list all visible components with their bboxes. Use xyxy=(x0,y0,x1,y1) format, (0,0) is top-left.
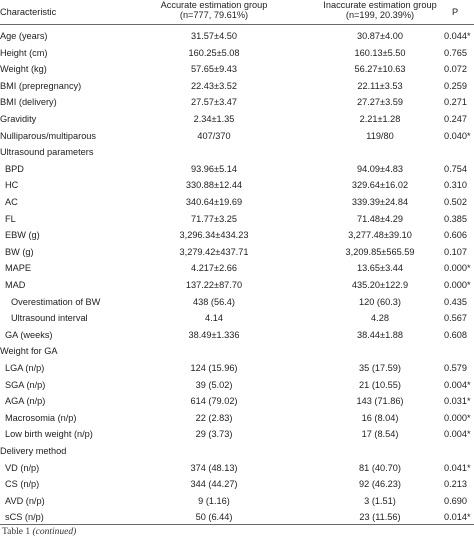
row-inaccurate-value: 22.11±3.53 xyxy=(357,80,403,91)
row-p-value: 0.765 xyxy=(444,47,467,58)
row-inaccurate-value: 94.09±4.83 xyxy=(357,163,403,174)
row-accurate-value: 4.217±2.66 xyxy=(191,263,237,274)
table-row xyxy=(0,376,474,394)
table-row xyxy=(0,442,474,460)
row-p-value: 0.031* xyxy=(444,396,471,407)
table-row xyxy=(0,193,474,211)
row-accurate-value: 614 (79.02) xyxy=(190,396,238,407)
table-row xyxy=(0,475,474,493)
row-label: sCS (n/p) xyxy=(5,512,44,523)
row-p-value: 0.310 xyxy=(444,180,467,191)
table-row xyxy=(0,243,474,261)
row-label: Ultrasound interval xyxy=(11,313,88,324)
row-p-value: 0.608 xyxy=(444,329,467,340)
row-inaccurate-value: 2.21±1.28 xyxy=(359,114,401,124)
table-row xyxy=(0,77,474,95)
row-label: Macrosomia (n/p) xyxy=(5,412,77,423)
row-accurate-value: 93.96±5.14 xyxy=(191,163,237,174)
row-p-value: 0.247 xyxy=(444,114,467,124)
row-p-value: 0.567 xyxy=(444,313,467,324)
row-p-value: 0.502 xyxy=(444,197,467,207)
row-p-value: 0.000* xyxy=(444,263,471,274)
header-p: P xyxy=(452,7,459,17)
row-label: BMI (delivery) xyxy=(0,97,57,108)
row-accurate-value: 407/370 xyxy=(197,130,231,141)
row-label: EBW (g) xyxy=(5,230,40,241)
row-p-value: 0.606 xyxy=(444,230,467,241)
row-label: Height (cm) xyxy=(0,47,48,58)
row-accurate-value: 340.64±19.69 xyxy=(185,197,243,207)
row-accurate-value: 137.22±87.70 xyxy=(185,280,243,290)
row-inaccurate-value: 71.48±4.29 xyxy=(357,213,403,224)
row-inaccurate-value: 435.20±122.9 xyxy=(351,280,409,290)
row-accurate-value: 71.77±3.25 xyxy=(191,213,237,224)
table-caption xyxy=(2,527,76,537)
row-label: Low birth weight (n/p) xyxy=(5,429,93,440)
row-inaccurate-value: 23 (11.56) xyxy=(359,512,401,523)
row-label: Age (years) xyxy=(0,31,48,41)
header-accurate-n: (n=777, 79.61%) xyxy=(179,10,249,20)
table-row xyxy=(0,176,474,194)
table-row xyxy=(0,326,474,344)
table-row xyxy=(0,110,474,128)
header-inaccurate-n: (n=199, 20.39%) xyxy=(345,10,415,20)
header-accurate-title: Accurate estimation group xyxy=(160,0,268,10)
row-accurate-value: 330.88±12.44 xyxy=(185,180,243,191)
row-accurate-value: 39 (5.02) xyxy=(195,379,233,390)
row-label: CS (n/p) xyxy=(5,479,40,490)
row-label: Gravidity xyxy=(0,114,37,124)
row-accurate-value: 124 (15.96) xyxy=(190,363,238,373)
row-inaccurate-value: 3,277.48±39.10 xyxy=(348,230,412,241)
table-row xyxy=(0,392,474,410)
row-inaccurate-value: 16 (8.04) xyxy=(361,412,399,423)
row-label: AC xyxy=(5,197,18,207)
header-characteristic: Characteristic xyxy=(0,7,57,17)
row-inaccurate-value: 3,209.85±565.59 xyxy=(345,246,415,257)
row-accurate-value: 29 (3.73) xyxy=(195,429,233,440)
row-inaccurate-value: 119/80 xyxy=(366,130,394,141)
row-p-value: 0.041* xyxy=(444,462,471,473)
row-inaccurate-value: 38.44±1.88 xyxy=(357,329,403,340)
table-row xyxy=(0,409,474,427)
table-row xyxy=(0,127,474,145)
row-accurate-value: 3,296.34±434.23 xyxy=(179,230,249,241)
header-inaccurate-group xyxy=(318,0,442,20)
table-row xyxy=(0,27,474,45)
table-row xyxy=(0,309,474,327)
table-row xyxy=(0,60,474,78)
row-p-value: 0.107 xyxy=(444,246,467,257)
row-accurate-value: 22 (2.83) xyxy=(195,412,233,423)
row-p-value: 0.259 xyxy=(444,80,467,91)
row-inaccurate-value: 56.27±10.63 xyxy=(354,64,406,75)
row-label: HC xyxy=(5,180,19,191)
row-p-value: 0.004* xyxy=(444,429,471,440)
row-p-value: 0.004* xyxy=(444,379,471,390)
row-inaccurate-value: 143 (71.86) xyxy=(356,396,404,407)
row-accurate-value: 50 (6.44) xyxy=(195,512,233,523)
row-inaccurate-value: 81 (40.70) xyxy=(359,462,401,473)
bottom-rule xyxy=(0,524,474,525)
row-accurate-value: 374 (48.13) xyxy=(190,462,238,473)
table-row xyxy=(0,44,474,62)
row-p-value: 0.271 xyxy=(444,97,467,108)
row-p-value: 0.435 xyxy=(444,296,467,307)
row-inaccurate-value: 17 (8.54) xyxy=(361,429,399,440)
row-accurate-value: 31.57±4.50 xyxy=(191,31,237,41)
table-row xyxy=(0,93,474,111)
table-row xyxy=(0,459,474,477)
row-p-value: 0.754 xyxy=(444,163,467,174)
row-p-value: 0.000* xyxy=(444,412,471,423)
row-label: BPD xyxy=(5,163,24,174)
table-row xyxy=(0,210,474,228)
table-row xyxy=(0,143,474,161)
row-inaccurate-value: 27.27±3.59 xyxy=(357,97,403,108)
row-label: VD (n/p) xyxy=(5,462,40,473)
row-p-value: 0.072 xyxy=(444,64,467,75)
row-accurate-value: 9 (1.16) xyxy=(198,495,230,506)
header-accurate-group xyxy=(146,0,282,20)
row-p-value: 0.213 xyxy=(444,479,467,490)
row-p-value: 0.044* xyxy=(444,31,471,41)
table-row xyxy=(0,359,474,377)
row-label: GA (weeks) xyxy=(5,329,53,340)
row-inaccurate-value: 30.87±4.00 xyxy=(357,31,403,41)
row-label: Weight (kg) xyxy=(0,64,47,75)
row-label: Nulliparous/multiparous xyxy=(0,130,97,141)
row-p-value: 0.690 xyxy=(444,495,467,506)
row-accurate-value: 344 (44.27) xyxy=(190,479,238,490)
row-inaccurate-value: 3 (1.51) xyxy=(364,495,396,506)
row-accurate-value: 4.14 xyxy=(205,313,223,324)
table-row xyxy=(0,425,474,443)
table-row xyxy=(0,492,474,510)
row-label: Ultrasound parameters xyxy=(0,147,94,158)
row-p-value: 0.385 xyxy=(444,213,467,224)
row-accurate-value: 38.49±1.336 xyxy=(188,329,240,340)
row-p-value: 0.000* xyxy=(444,280,471,290)
row-inaccurate-value: 13.65±3.44 xyxy=(357,263,403,274)
row-p-value: 0.040* xyxy=(444,130,471,141)
row-accurate-value: 3,279.42±437.71 xyxy=(179,246,249,257)
row-label: BMI (prepregnancy) xyxy=(0,80,82,91)
row-inaccurate-value: 4.28 xyxy=(371,313,389,324)
table-header xyxy=(0,0,474,26)
row-p-value: 0.014* xyxy=(444,512,471,523)
row-accurate-value: 160.25±5.08 xyxy=(188,47,240,58)
row-inaccurate-value: 339.39±24.84 xyxy=(351,197,409,207)
table-row xyxy=(0,276,474,294)
row-label: SGA (n/p) xyxy=(5,379,46,390)
table-row xyxy=(0,226,474,244)
row-inaccurate-value: 35 (17.59) xyxy=(359,363,401,373)
row-label: Weight for GA xyxy=(0,346,58,357)
row-inaccurate-value: 92 (46.23) xyxy=(359,479,401,490)
row-label: MAPE xyxy=(5,263,32,274)
row-p-value: 0.579 xyxy=(444,363,467,373)
row-label: LGA (n/p) xyxy=(5,363,45,373)
row-inaccurate-value: 21 (10.55) xyxy=(359,379,401,390)
row-accurate-value: 57.65±9.43 xyxy=(191,64,237,75)
row-inaccurate-value: 160.13±5.50 xyxy=(354,47,406,58)
table-row xyxy=(0,259,474,277)
row-label: AVD (n/p) xyxy=(5,495,45,506)
table-row xyxy=(0,293,474,311)
row-inaccurate-value: 120 (60.3) xyxy=(359,296,401,307)
row-label: AGA (n/p) xyxy=(5,396,46,407)
row-label: MAD xyxy=(5,280,26,290)
caption-suffix: (continued) xyxy=(32,527,77,537)
row-accurate-value: 22.43±3.52 xyxy=(191,80,237,91)
row-label: BW (g) xyxy=(5,246,34,257)
header-rule xyxy=(0,24,474,25)
caption-prefix: Table 1 xyxy=(2,527,31,537)
row-label: FL xyxy=(5,213,16,224)
table-row xyxy=(0,342,474,360)
row-label: Delivery method xyxy=(0,446,67,456)
row-accurate-value: 438 (56.4) xyxy=(193,296,235,307)
row-label: Overestimation of BW xyxy=(11,296,101,307)
row-accurate-value: 2.34±1.35 xyxy=(193,114,235,124)
row-inaccurate-value: 329.64±16.02 xyxy=(351,180,409,191)
table-row xyxy=(0,160,474,178)
row-accurate-value: 27.57±3.47 xyxy=(191,97,237,108)
header-inaccurate-title: Inaccurate estimation group xyxy=(323,0,437,10)
